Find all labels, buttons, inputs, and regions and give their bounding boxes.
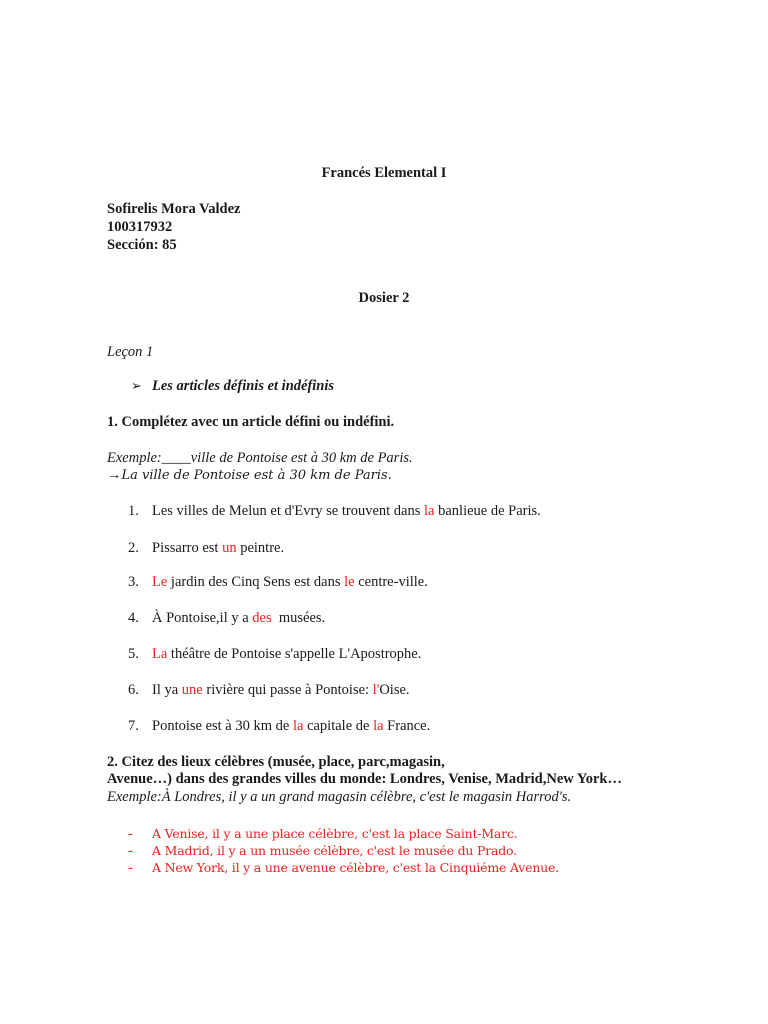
item-number: 4. — [128, 610, 139, 626]
item-sentence: À Pontoise,il y a des musées. — [152, 610, 326, 626]
exercise1-example: Exemple:____ville de Pontoise est à 30 km de Paris. — [107, 450, 413, 466]
answer-word: Le — [152, 574, 168, 590]
item-number: 5. — [128, 646, 139, 662]
answer-word: des — [252, 610, 272, 626]
dossier-title: Dosier 2 — [358, 290, 410, 306]
answer-sentence: A New York, il y a une avenue célèbre, c'est la Cinquiéme Avenue. — [152, 860, 560, 875]
answer-word: la — [373, 718, 384, 734]
answer-word: La — [152, 646, 168, 662]
item-sentence: Il ya une rivière qui passe à Pontoise: l'Oise. — [152, 682, 410, 698]
exercise2-title-line2: Avenue…) dans des grandes villes du monde: Londres, Venise, Madrid,New York… — [107, 771, 622, 787]
example-answer-text: La ville de Pontoise est à 30 km de Paris. — [121, 468, 392, 483]
item-sentence: Pontoise est à 30 km de la capitale de la France. — [152, 718, 431, 734]
item-number: 3. — [128, 574, 139, 590]
exercise2-title-line1: 2. Citez des lieux célèbres (musée, place, parc,magasin, — [107, 754, 445, 770]
item-number: 7. — [128, 718, 139, 734]
right-arrow-icon: → — [107, 467, 122, 483]
arrow-bullet-icon: ➢ — [131, 378, 142, 393]
answer-word: la — [424, 503, 435, 519]
topic-heading: Les articles définis et indéfinis — [152, 378, 335, 394]
answer-word: le — [344, 574, 355, 590]
exercise2-example: Exemple:À Londres, il y a un grand magasin célèbre, c'est le magasin Harrod's. — [107, 789, 572, 805]
item-number: 1. — [128, 503, 139, 519]
answer-word: la — [292, 718, 304, 734]
item-sentence: Pissarro est un peintre. — [152, 540, 285, 556]
student-id: 100317932 — [107, 219, 173, 235]
item-sentence: La théâtre de Pontoise s'appelle L'Apostrophe. — [152, 646, 422, 662]
answer-sentence: A Madrid, il y a un musée célèbre, c'est le musée du Prado. — [152, 843, 517, 858]
answer-sentence: A Venise, il y a une place célèbre, c'est la place Saint-Marc. — [152, 826, 518, 841]
answer-word: une — [181, 682, 203, 698]
item-sentence: Le jardin des Cinq Sens est dans le centre-ville. — [152, 574, 428, 590]
exercise1-title: 1. Complétez avec un article défini ou indéfini. — [107, 414, 395, 430]
student-section: Sección: 85 — [107, 237, 177, 253]
dash-bullet: - — [128, 860, 133, 876]
answer-word: un — [222, 540, 237, 556]
item-number: 2. — [128, 540, 139, 556]
course-title: Francés Elemental I — [321, 165, 447, 181]
item-number: 6. — [128, 682, 139, 698]
dash-bullet: - — [128, 826, 133, 842]
answer-word: l' — [372, 682, 380, 698]
dash-bullet: - — [128, 843, 133, 859]
lesson-heading: Leçon 1 — [107, 344, 154, 360]
student-name: Sofirelis Mora Valdez — [107, 201, 241, 217]
item-sentence: Les villes de Melun et d'Evry se trouvent dans la banlieue de Paris. — [152, 503, 541, 519]
exercise1-example-answer — [107, 467, 392, 484]
